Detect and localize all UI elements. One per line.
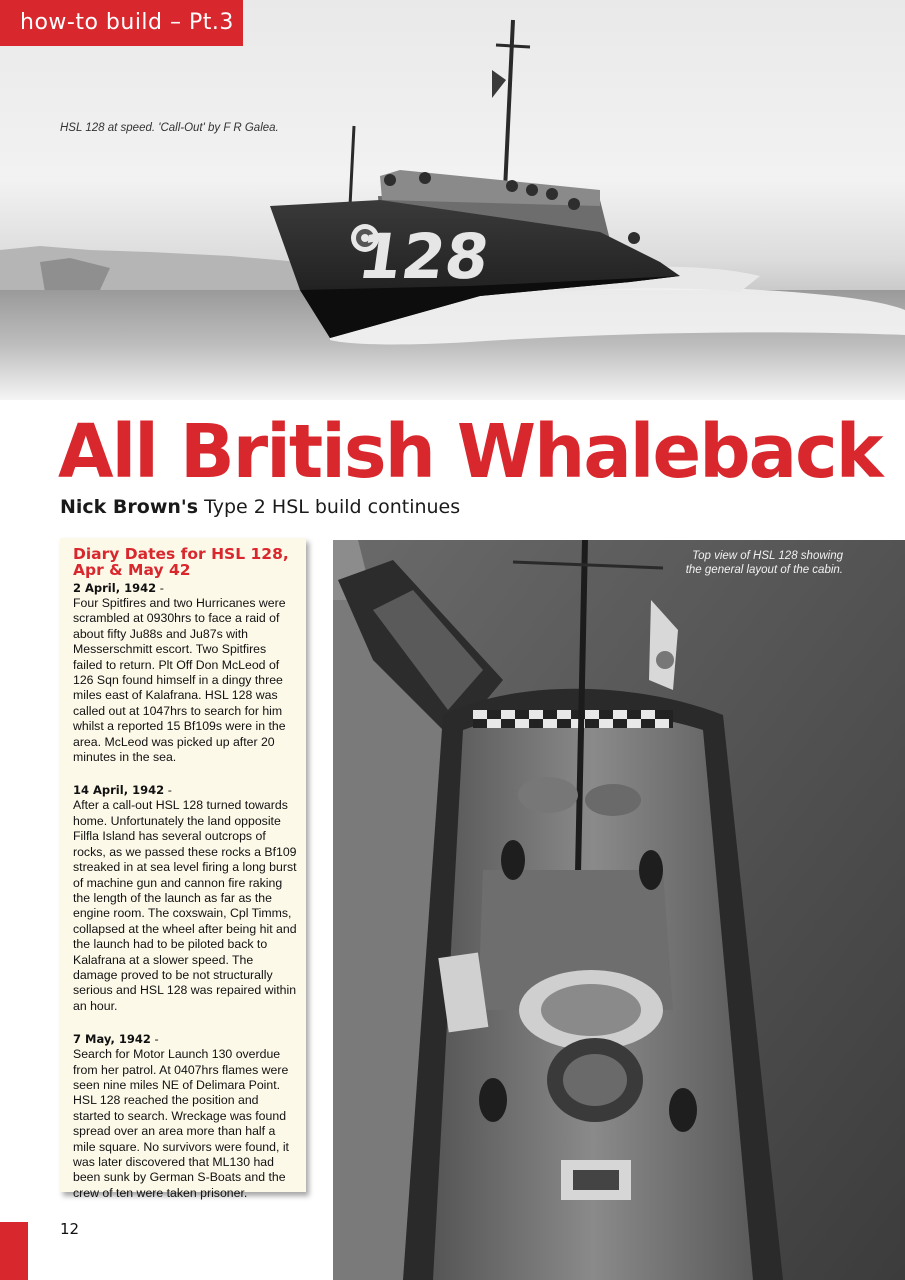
article-title: All British Whaleback xyxy=(58,409,882,495)
diary-title: Diary Dates for HSL 128, Apr & May 42 xyxy=(73,545,289,579)
diary-entry-date-text: 14 April, 1942 xyxy=(73,783,165,798)
diary-entry-separator: - xyxy=(164,783,172,798)
article-subtitle xyxy=(60,496,460,518)
top-view-caption: Top view of HSL 128 showing the general layout of the cabin. xyxy=(685,550,843,576)
diary-entry xyxy=(73,783,298,1014)
hull-number: 128 xyxy=(353,220,494,293)
top-view-illustration xyxy=(333,540,905,1280)
hero-boat-illustration xyxy=(0,0,905,400)
section-tab: how-to build – Pt.3 xyxy=(0,0,243,46)
diary-entry-separator: - xyxy=(150,1032,159,1047)
diary-sidebar xyxy=(60,538,306,1200)
article-author: Nick Brown's xyxy=(60,496,199,518)
diary-entry-date-text: 7 May, 1942 xyxy=(73,1032,151,1047)
page-number: 12 xyxy=(60,1220,80,1238)
diary-entry-separator: - xyxy=(156,581,164,595)
diary-entry-text: After a call-out HSL 128 turned towards home. Unfortunately the land opposite Filfla Island has several outcrops of rocks, as we passed these rocks a Bf109 streaked in at sea level firing a long burst of machine gun and cannon fire raking the length of the launch as far as the engine room. The coxswain, Cpl Timms, collapsed at the wheel after being hit and the launch had to be piloted back to Kalafrana at a slower speed. The damage proved to be not structurally serious and HSL 128 was repaired within an hour. xyxy=(73,798,297,1013)
diary-entry-date-text: 2 April, 1942 xyxy=(73,581,157,595)
diary-entry-text: Four Spitfires and two Hurricanes were scrambled at 0930hrs to face a raid of about fifty Ju88s and Ju87s with Messerschmitt escort. Two Spitfires failed to return. Plt Off Don McLeod of 126 Sqn found himself in a dingy three miles east of Kalafrana. HSL 128 was called out at 1047hrs to search for him whilst a reported 15 Bf109s were in the area. McLeod was picked up after 20 minutes in the sea. xyxy=(73,596,286,765)
diary-entry-text: Search for Motor Launch 130 overdue from her patrol. At 0407hrs flames were seen nine miles NE of Delimara Point. HSL 128 reached the position and started to search. Wreckage was found spread over an area more than half a mile square. No survivors were found, it was later discovered that ML130 had been sunk by German S-Boats and the crew of ten were taken prisoner. xyxy=(73,1047,289,1200)
hero-caption: HSL 128 at speed. 'Call-Out' by F R Galea. xyxy=(60,122,279,134)
checkered-band xyxy=(473,710,673,728)
diary-entry-date xyxy=(73,783,298,798)
page-tab-marker xyxy=(0,1222,28,1280)
top-view-photo xyxy=(333,540,905,1280)
hero-photo xyxy=(0,0,905,400)
diary-entry xyxy=(73,1032,298,1201)
diary-entry-date xyxy=(73,581,298,596)
article-subtitle-text: Type 2 HSL build continues xyxy=(204,496,461,518)
diary-entry xyxy=(73,581,298,765)
diary-entry-date xyxy=(73,1032,298,1047)
